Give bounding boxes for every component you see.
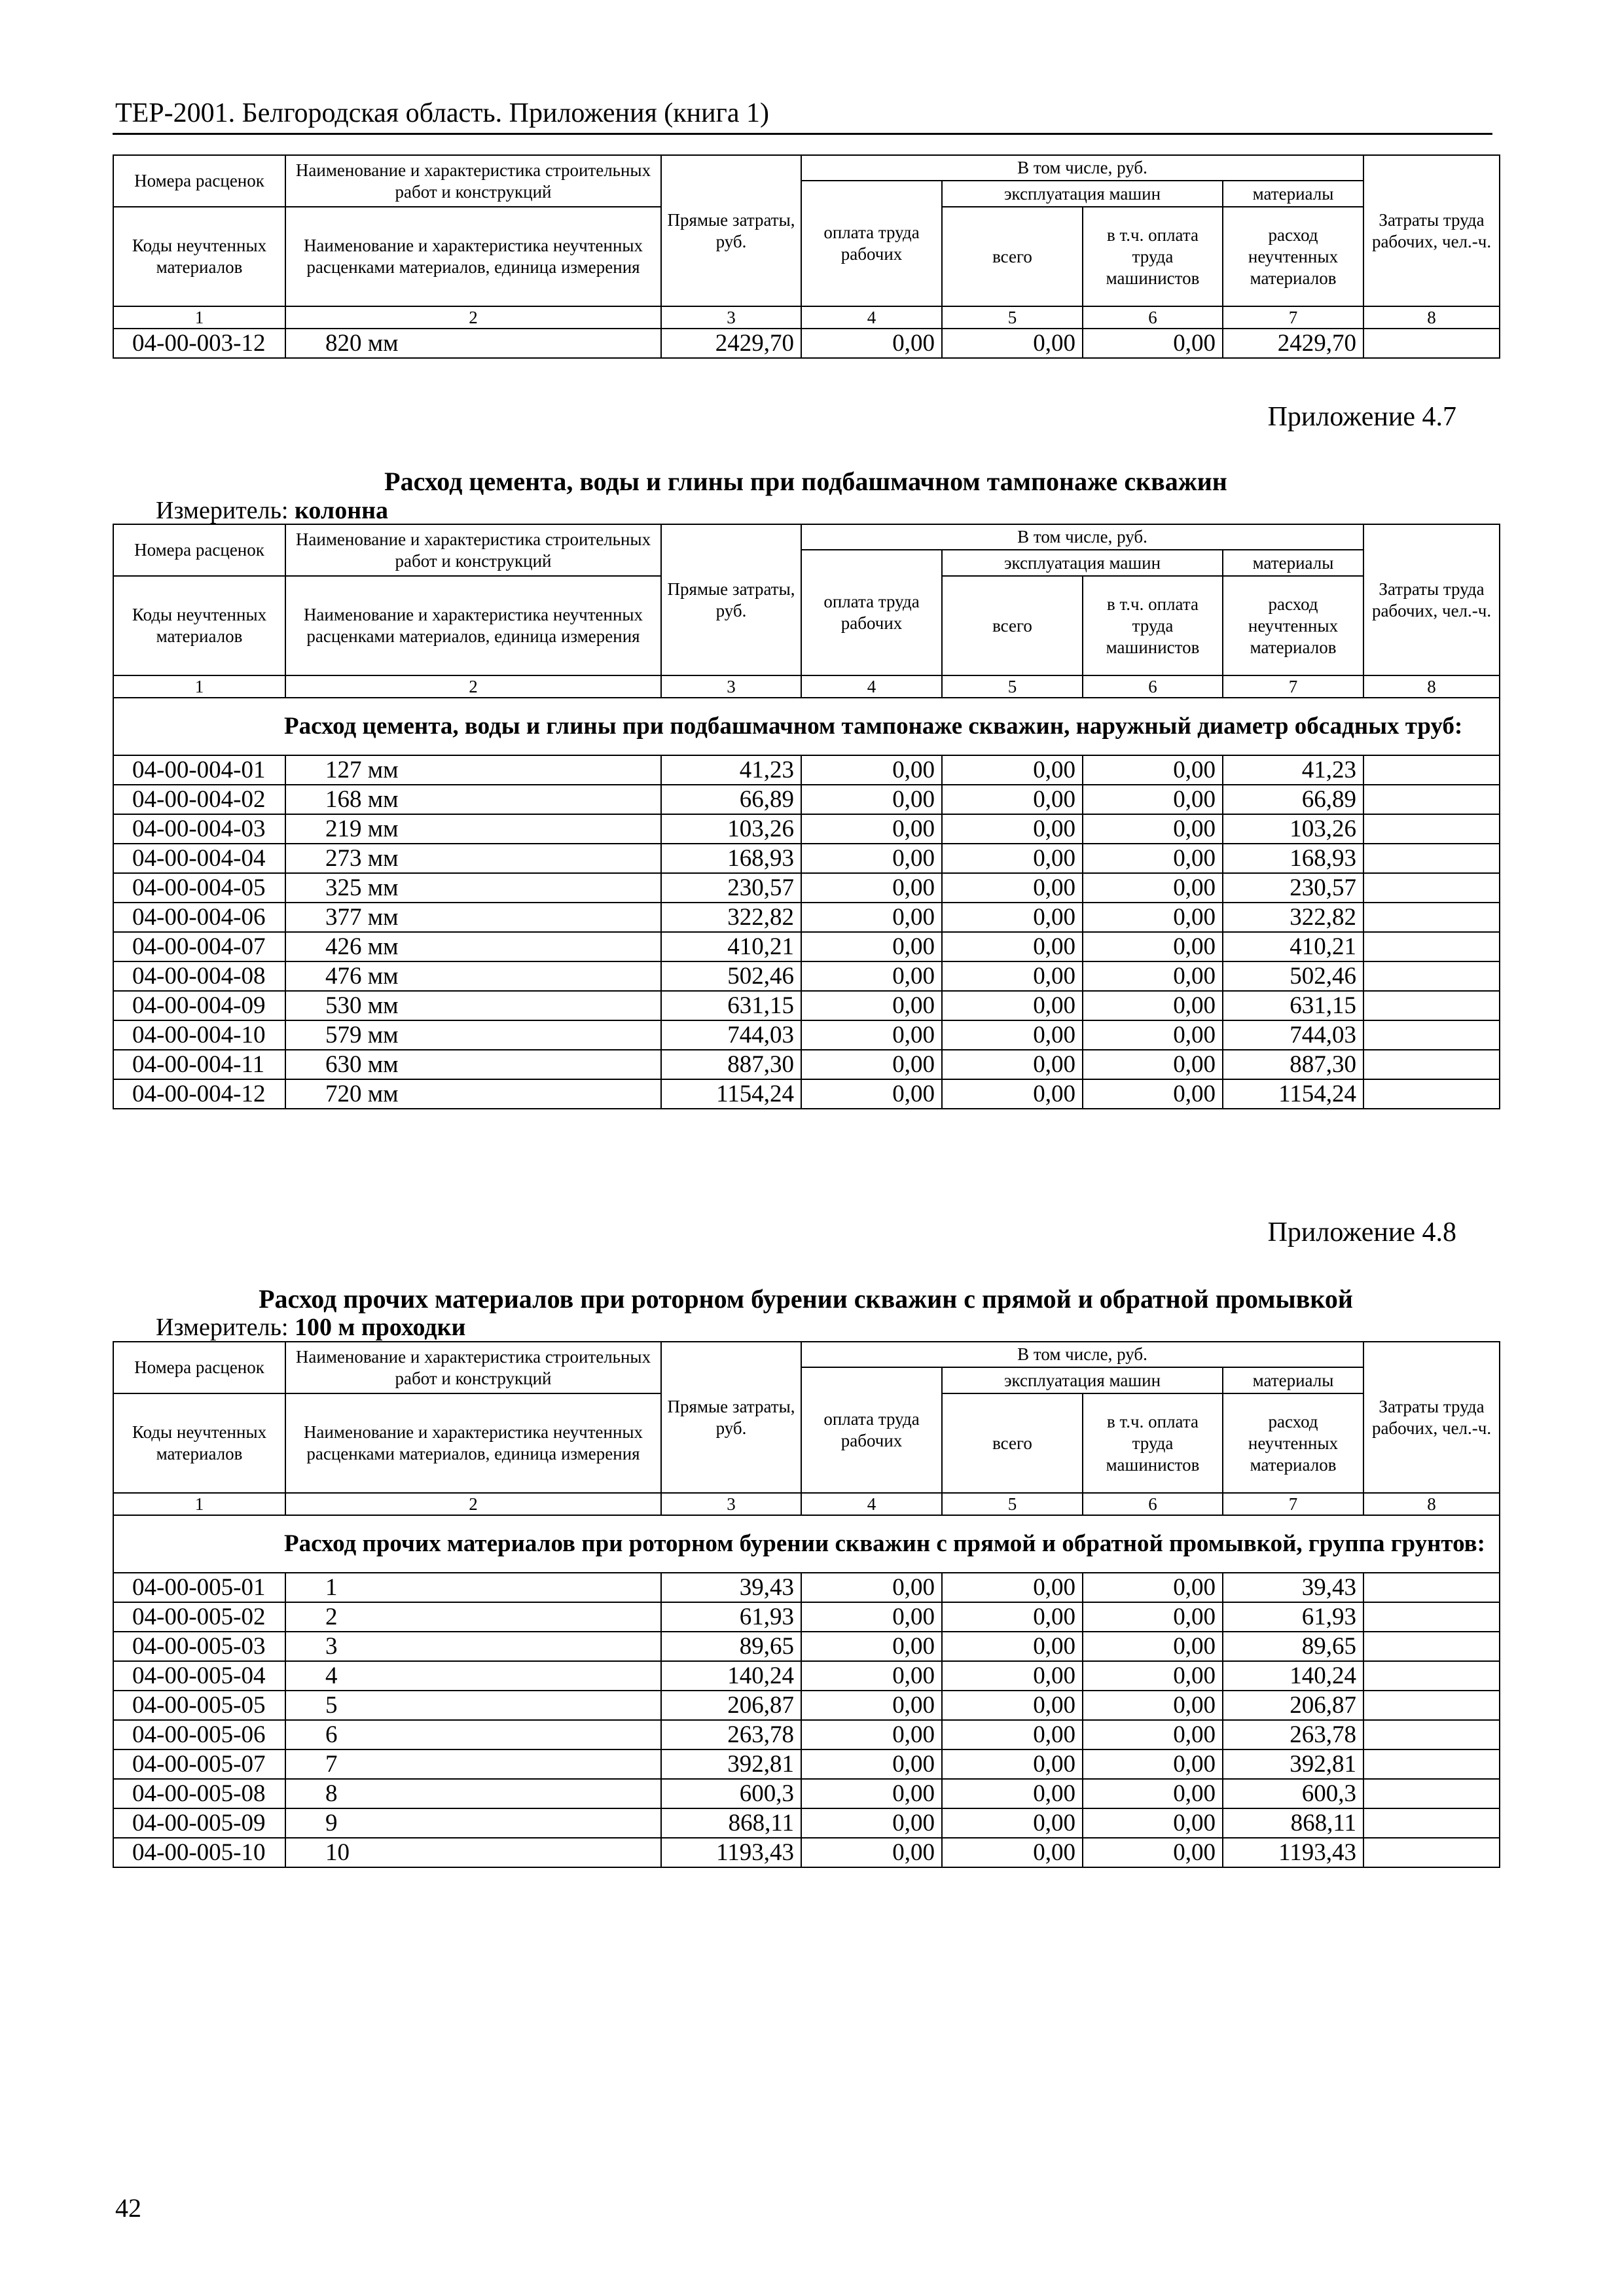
labor-costs xyxy=(1363,1779,1500,1808)
table-header xyxy=(113,524,1500,698)
worker-pay: 0,00 xyxy=(801,1573,942,1602)
header-labor-costs: Затраты труда рабочих, чел.-ч. xyxy=(1363,1342,1500,1493)
table-row xyxy=(113,1050,1500,1079)
material-consumption: 41,23 xyxy=(1223,755,1363,785)
header-work-name: Наименование и характеристика строительных работ и конструкций xyxy=(285,155,661,207)
measure-value: колонна xyxy=(295,497,389,524)
table-row xyxy=(113,1661,1500,1691)
machine-total: 0,00 xyxy=(942,873,1083,903)
rate-code: 04-00-005-08 xyxy=(113,1779,285,1808)
material-consumption: 89,65 xyxy=(1223,1632,1363,1661)
machine-total: 0,00 xyxy=(942,961,1083,991)
header-material-codes: Коды неучтенных материалов xyxy=(113,576,285,675)
table-row xyxy=(113,1079,1500,1109)
table-row xyxy=(113,1573,1500,1602)
header-material-name: Наименование и характеристика неучтенных расценками материалов, единица измерения xyxy=(285,1393,661,1493)
machine-total: 0,00 xyxy=(942,1749,1083,1779)
rate-code: 04-00-004-02 xyxy=(113,785,285,814)
header-rate-numbers: Номера расценок xyxy=(113,1342,285,1393)
rate-code: 04-00-004-11 xyxy=(113,1050,285,1079)
direct-costs: 66,89 xyxy=(661,785,801,814)
header-material-codes: Коды неучтенных материалов xyxy=(113,1393,285,1493)
rate-code: 04-00-003-12 xyxy=(113,329,285,358)
header-material-consumption: расход неучтенных материалов xyxy=(1223,207,1363,306)
direct-costs: 61,93 xyxy=(661,1602,801,1632)
column-number: 4 xyxy=(801,1493,942,1515)
column-number: 2 xyxy=(285,306,661,329)
machine-total: 0,00 xyxy=(942,1602,1083,1632)
machine-total: 0,00 xyxy=(942,1632,1083,1661)
direct-costs: 322,82 xyxy=(661,903,801,932)
group-title-row xyxy=(113,698,1500,755)
header-worker-pay: оплата труда рабочих xyxy=(801,181,942,306)
direct-costs: 39,43 xyxy=(661,1573,801,1602)
worker-pay: 0,00 xyxy=(801,1661,942,1691)
item-name: 3 xyxy=(285,1632,661,1661)
material-consumption: 168,93 xyxy=(1223,844,1363,873)
material-consumption: 502,46 xyxy=(1223,961,1363,991)
material-consumption: 410,21 xyxy=(1223,932,1363,961)
material-consumption: 1193,43 xyxy=(1223,1838,1363,1867)
table-row xyxy=(113,1838,1500,1867)
column-number: 3 xyxy=(661,306,801,329)
column-number: 6 xyxy=(1083,675,1223,698)
column-number: 7 xyxy=(1223,675,1363,698)
labor-costs xyxy=(1363,755,1500,785)
item-name: 1 xyxy=(285,1573,661,1602)
header-including: В том числе, руб. xyxy=(801,155,1363,181)
direct-costs: 410,21 xyxy=(661,932,801,961)
machinist-pay: 0,00 xyxy=(1083,755,1223,785)
header-direct-costs: Прямые затраты, руб. xyxy=(661,1342,801,1493)
material-consumption: 322,82 xyxy=(1223,903,1363,932)
machine-total: 0,00 xyxy=(942,1779,1083,1808)
worker-pay: 0,00 xyxy=(801,1779,942,1808)
column-number: 3 xyxy=(661,1493,801,1515)
column-number: 5 xyxy=(942,675,1083,698)
rate-code: 04-00-004-03 xyxy=(113,814,285,844)
worker-pay: 0,00 xyxy=(801,903,942,932)
machine-total: 0,00 xyxy=(942,844,1083,873)
table-row xyxy=(113,932,1500,961)
rate-code: 04-00-004-09 xyxy=(113,991,285,1020)
section-title: Расход цемента, воды и глины при подбашмачном тампонаже скважин xyxy=(384,467,1227,496)
material-consumption: 887,30 xyxy=(1223,1050,1363,1079)
material-consumption: 103,26 xyxy=(1223,814,1363,844)
header-including: В том числе, руб. xyxy=(801,524,1363,550)
machine-total: 0,00 xyxy=(942,1691,1083,1720)
direct-costs: 1193,43 xyxy=(661,1838,801,1867)
direct-costs: 887,30 xyxy=(661,1050,801,1079)
table-row xyxy=(113,1691,1500,1720)
labor-costs xyxy=(1363,814,1500,844)
header-worker-pay: оплата труда рабочих xyxy=(801,550,942,675)
header-rate-numbers: Номера расценок xyxy=(113,155,285,207)
rate-code: 04-00-005-03 xyxy=(113,1632,285,1661)
direct-costs: 230,57 xyxy=(661,873,801,903)
labor-costs xyxy=(1363,329,1500,358)
header-machinist-pay: в т.ч. оплата труда машинистов xyxy=(1083,576,1223,675)
appendix-label: Приложение 4.8 xyxy=(1267,1217,1456,1247)
machinist-pay: 0,00 xyxy=(1083,785,1223,814)
header-machine-total: всего xyxy=(942,1393,1083,1493)
header-machine-total: всего xyxy=(942,576,1083,675)
header-material-consumption: расход неучтенных материалов xyxy=(1223,576,1363,675)
column-numbers-row xyxy=(113,1493,1500,1515)
column-number: 5 xyxy=(942,306,1083,329)
table-row xyxy=(113,1020,1500,1050)
header-work-name: Наименование и характеристика строительных работ и конструкций xyxy=(285,1342,661,1393)
labor-costs xyxy=(1363,1661,1500,1691)
table-header xyxy=(113,155,1500,329)
table-row xyxy=(113,785,1500,814)
direct-costs: 41,23 xyxy=(661,755,801,785)
machine-total: 0,00 xyxy=(942,329,1083,358)
column-numbers-row xyxy=(113,675,1500,698)
material-consumption: 744,03 xyxy=(1223,1020,1363,1050)
column-number: 5 xyxy=(942,1493,1083,1515)
table-row xyxy=(113,329,1500,358)
machinist-pay: 0,00 xyxy=(1083,1632,1223,1661)
column-number: 4 xyxy=(801,306,942,329)
rate-code: 04-00-005-05 xyxy=(113,1691,285,1720)
header-machinist-pay: в т.ч. оплата труда машинистов xyxy=(1083,1393,1223,1493)
header-material-consumption: расход неучтенных материалов xyxy=(1223,1393,1363,1493)
machinist-pay: 0,00 xyxy=(1083,1720,1223,1749)
machinist-pay: 0,00 xyxy=(1083,873,1223,903)
direct-costs: 600,3 xyxy=(661,1779,801,1808)
column-number: 6 xyxy=(1083,1493,1223,1515)
table-row xyxy=(113,1602,1500,1632)
labor-costs xyxy=(1363,903,1500,932)
worker-pay: 0,00 xyxy=(801,1020,942,1050)
worker-pay: 0,00 xyxy=(801,873,942,903)
direct-costs: 140,24 xyxy=(661,1661,801,1691)
page-number: 42 xyxy=(115,2193,141,2223)
direct-costs: 206,87 xyxy=(661,1691,801,1720)
item-name: 820 мм xyxy=(285,329,661,358)
rate-code: 04-00-004-01 xyxy=(113,755,285,785)
worker-pay: 0,00 xyxy=(801,1050,942,1079)
table-row xyxy=(113,755,1500,785)
item-name: 5 xyxy=(285,1691,661,1720)
machine-total: 0,00 xyxy=(942,785,1083,814)
direct-costs: 2429,70 xyxy=(661,329,801,358)
item-name: 127 мм xyxy=(285,755,661,785)
material-consumption: 39,43 xyxy=(1223,1573,1363,1602)
column-number: 8 xyxy=(1363,1493,1500,1515)
header-machine-operation: эксплуатация машин xyxy=(942,1367,1223,1393)
labor-costs xyxy=(1363,1602,1500,1632)
machinist-pay: 0,00 xyxy=(1083,1020,1223,1050)
item-name: 9 xyxy=(285,1808,661,1838)
worker-pay: 0,00 xyxy=(801,755,942,785)
worker-pay: 0,00 xyxy=(801,814,942,844)
cement-grouting-table xyxy=(113,524,1500,1109)
worker-pay: 0,00 xyxy=(801,329,942,358)
machine-total: 0,00 xyxy=(942,1050,1083,1079)
header-worker-pay: оплата труда рабочих xyxy=(801,1367,942,1493)
header-machinist-pay: в т.ч. оплата труда машинистов xyxy=(1083,207,1223,306)
column-number: 7 xyxy=(1223,306,1363,329)
rate-code: 04-00-004-06 xyxy=(113,903,285,932)
item-name: 7 xyxy=(285,1749,661,1779)
labor-costs xyxy=(1363,1808,1500,1838)
labor-costs xyxy=(1363,873,1500,903)
measure-unit xyxy=(156,1313,465,1342)
material-consumption: 600,3 xyxy=(1223,1779,1363,1808)
machinist-pay: 0,00 xyxy=(1083,1050,1223,1079)
rate-code: 04-00-004-12 xyxy=(113,1079,285,1109)
rate-code: 04-00-005-01 xyxy=(113,1573,285,1602)
labor-costs xyxy=(1363,1691,1500,1720)
labor-costs xyxy=(1363,785,1500,814)
machinist-pay: 0,00 xyxy=(1083,1808,1223,1838)
machine-total: 0,00 xyxy=(942,814,1083,844)
worker-pay: 0,00 xyxy=(801,1602,942,1632)
header-materials: материалы xyxy=(1223,181,1363,207)
group-title-row xyxy=(113,1515,1500,1573)
group-title: Расход цемента, воды и глины при подбашмачном тампонаже скважин, наружный диаметр обсадных труб: xyxy=(113,698,1500,755)
appendix-label: Приложение 4.7 xyxy=(1267,402,1456,432)
header-materials: материалы xyxy=(1223,1367,1363,1393)
header-material-name: Наименование и характеристика неучтенных расценками материалов, единица измерения xyxy=(285,207,661,306)
column-number: 2 xyxy=(285,675,661,698)
header-machine-operation: эксплуатация машин xyxy=(942,181,1223,207)
worker-pay: 0,00 xyxy=(801,785,942,814)
machine-total: 0,00 xyxy=(942,1720,1083,1749)
direct-costs: 744,03 xyxy=(661,1020,801,1050)
item-name: 8 xyxy=(285,1779,661,1808)
direct-costs: 89,65 xyxy=(661,1632,801,1661)
item-name: 325 мм xyxy=(285,873,661,903)
material-consumption: 868,11 xyxy=(1223,1808,1363,1838)
item-name: 720 мм xyxy=(285,1079,661,1109)
material-consumption: 230,57 xyxy=(1223,873,1363,903)
item-name: 579 мм xyxy=(285,1020,661,1050)
material-consumption: 61,93 xyxy=(1223,1602,1363,1632)
rate-code: 04-00-005-07 xyxy=(113,1749,285,1779)
machinist-pay: 0,00 xyxy=(1083,1838,1223,1867)
rate-code: 04-00-004-05 xyxy=(113,873,285,903)
worker-pay: 0,00 xyxy=(801,1632,942,1661)
worker-pay: 0,00 xyxy=(801,1838,942,1867)
table-row xyxy=(113,991,1500,1020)
machinist-pay: 0,00 xyxy=(1083,814,1223,844)
table-row xyxy=(113,1720,1500,1749)
header-direct-costs: Прямые затраты, руб. xyxy=(661,155,801,306)
machine-total: 0,00 xyxy=(942,1573,1083,1602)
table-row xyxy=(113,873,1500,903)
machinist-pay: 0,00 xyxy=(1083,329,1223,358)
worker-pay: 0,00 xyxy=(801,991,942,1020)
header-direct-costs: Прямые затраты, руб. xyxy=(661,524,801,675)
machine-total: 0,00 xyxy=(942,1020,1083,1050)
column-numbers-row xyxy=(113,306,1500,329)
header-materials: материалы xyxy=(1223,550,1363,576)
item-name: 4 xyxy=(285,1661,661,1691)
rate-code: 04-00-004-08 xyxy=(113,961,285,991)
machinist-pay: 0,00 xyxy=(1083,1691,1223,1720)
machine-total: 0,00 xyxy=(942,1661,1083,1691)
machinist-pay: 0,00 xyxy=(1083,961,1223,991)
machine-total: 0,00 xyxy=(942,1079,1083,1109)
machine-total: 0,00 xyxy=(942,755,1083,785)
rates-table-continuation xyxy=(113,154,1500,359)
table-row xyxy=(113,1779,1500,1808)
labor-costs xyxy=(1363,1749,1500,1779)
worker-pay: 0,00 xyxy=(801,961,942,991)
column-number: 6 xyxy=(1083,306,1223,329)
table-row xyxy=(113,1808,1500,1838)
column-number: 7 xyxy=(1223,1493,1363,1515)
direct-costs: 631,15 xyxy=(661,991,801,1020)
column-number: 8 xyxy=(1363,306,1500,329)
worker-pay: 0,00 xyxy=(801,1079,942,1109)
item-name: 377 мм xyxy=(285,903,661,932)
rate-code: 04-00-005-04 xyxy=(113,1661,285,1691)
worker-pay: 0,00 xyxy=(801,1749,942,1779)
material-consumption: 2429,70 xyxy=(1223,329,1363,358)
rate-code: 04-00-004-10 xyxy=(113,1020,285,1050)
machine-total: 0,00 xyxy=(942,1808,1083,1838)
direct-costs: 263,78 xyxy=(661,1720,801,1749)
item-name: 10 xyxy=(285,1838,661,1867)
material-consumption: 140,24 xyxy=(1223,1661,1363,1691)
material-consumption: 631,15 xyxy=(1223,991,1363,1020)
worker-pay: 0,00 xyxy=(801,844,942,873)
machinist-pay: 0,00 xyxy=(1083,1573,1223,1602)
table-row xyxy=(113,814,1500,844)
material-consumption: 66,89 xyxy=(1223,785,1363,814)
item-name: 168 мм xyxy=(285,785,661,814)
item-name: 426 мм xyxy=(285,932,661,961)
machinist-pay: 0,00 xyxy=(1083,1661,1223,1691)
direct-costs: 103,26 xyxy=(661,814,801,844)
rotary-drilling-materials-table xyxy=(113,1341,1500,1868)
section-title: Расход прочих материалов при роторном бурении скважин с прямой и обратной промывкой xyxy=(259,1284,1353,1314)
labor-costs xyxy=(1363,844,1500,873)
direct-costs: 1154,24 xyxy=(661,1079,801,1109)
rate-code: 04-00-005-02 xyxy=(113,1602,285,1632)
column-number: 3 xyxy=(661,675,801,698)
labor-costs xyxy=(1363,1020,1500,1050)
table-row xyxy=(113,1632,1500,1661)
worker-pay: 0,00 xyxy=(801,1808,942,1838)
header-including: В том числе, руб. xyxy=(801,1342,1363,1367)
labor-costs xyxy=(1363,932,1500,961)
item-name: 476 мм xyxy=(285,961,661,991)
column-number: 8 xyxy=(1363,675,1500,698)
page-header: ТЕР-2001. Белгородская область. Приложения (книга 1) xyxy=(115,98,769,128)
item-name: 530 мм xyxy=(285,991,661,1020)
labor-costs xyxy=(1363,961,1500,991)
table-row xyxy=(113,903,1500,932)
machinist-pay: 0,00 xyxy=(1083,932,1223,961)
header-machine-operation: эксплуатация машин xyxy=(942,550,1223,576)
direct-costs: 502,46 xyxy=(661,961,801,991)
machinist-pay: 0,00 xyxy=(1083,991,1223,1020)
direct-costs: 392,81 xyxy=(661,1749,801,1779)
machinist-pay: 0,00 xyxy=(1083,1749,1223,1779)
material-consumption: 263,78 xyxy=(1223,1720,1363,1749)
machine-total: 0,00 xyxy=(942,932,1083,961)
labor-costs xyxy=(1363,1573,1500,1602)
worker-pay: 0,00 xyxy=(801,1720,942,1749)
table-row xyxy=(113,961,1500,991)
group-title: Расход прочих материалов при роторном бурении скважин с прямой и обратной промывкой, группа грунтов: xyxy=(113,1515,1500,1573)
labor-costs xyxy=(1363,991,1500,1020)
machine-total: 0,00 xyxy=(942,1838,1083,1867)
machine-total: 0,00 xyxy=(942,903,1083,932)
rate-code: 04-00-005-09 xyxy=(113,1808,285,1838)
rate-code: 04-00-005-10 xyxy=(113,1838,285,1867)
machinist-pay: 0,00 xyxy=(1083,844,1223,873)
labor-costs xyxy=(1363,1838,1500,1867)
direct-costs: 868,11 xyxy=(661,1808,801,1838)
machinist-pay: 0,00 xyxy=(1083,1079,1223,1109)
column-number: 4 xyxy=(801,675,942,698)
header-divider xyxy=(113,133,1492,135)
header-machine-total: всего xyxy=(942,207,1083,306)
column-number: 1 xyxy=(113,675,285,698)
rate-code: 04-00-004-04 xyxy=(113,844,285,873)
item-name: 273 мм xyxy=(285,844,661,873)
measure-unit xyxy=(156,496,388,525)
machinist-pay: 0,00 xyxy=(1083,903,1223,932)
header-rate-numbers: Номера расценок xyxy=(113,524,285,576)
header-work-name: Наименование и характеристика строительных работ и конструкций xyxy=(285,524,661,576)
table-row xyxy=(113,1749,1500,1779)
material-consumption: 1154,24 xyxy=(1223,1079,1363,1109)
item-name: 2 xyxy=(285,1602,661,1632)
header-material-name: Наименование и характеристика неучтенных расценками материалов, единица измерения xyxy=(285,576,661,675)
measure-value: 100 м проходки xyxy=(295,1314,466,1341)
direct-costs: 168,93 xyxy=(661,844,801,873)
material-consumption: 206,87 xyxy=(1223,1691,1363,1720)
rate-code: 04-00-005-06 xyxy=(113,1720,285,1749)
machinist-pay: 0,00 xyxy=(1083,1779,1223,1808)
item-name: 219 мм xyxy=(285,814,661,844)
labor-costs xyxy=(1363,1632,1500,1661)
header-material-codes: Коды неучтенных материалов xyxy=(113,207,285,306)
item-name: 6 xyxy=(285,1720,661,1749)
worker-pay: 0,00 xyxy=(801,932,942,961)
table-header xyxy=(113,1342,1500,1515)
header-labor-costs: Затраты труда рабочих, чел.-ч. xyxy=(1363,524,1500,675)
item-name: 630 мм xyxy=(285,1050,661,1079)
worker-pay: 0,00 xyxy=(801,1691,942,1720)
header-labor-costs: Затраты труда рабочих, чел.-ч. xyxy=(1363,155,1500,306)
measure-label: Измеритель: xyxy=(156,1314,289,1341)
labor-costs xyxy=(1363,1079,1500,1109)
material-consumption: 392,81 xyxy=(1223,1749,1363,1779)
measure-label: Измеритель: xyxy=(156,497,289,524)
labor-costs xyxy=(1363,1720,1500,1749)
table-row xyxy=(113,844,1500,873)
machinist-pay: 0,00 xyxy=(1083,1602,1223,1632)
column-number: 2 xyxy=(285,1493,661,1515)
rate-code: 04-00-004-07 xyxy=(113,932,285,961)
labor-costs xyxy=(1363,1050,1500,1079)
machine-total: 0,00 xyxy=(942,991,1083,1020)
column-number: 1 xyxy=(113,1493,285,1515)
column-number: 1 xyxy=(113,306,285,329)
